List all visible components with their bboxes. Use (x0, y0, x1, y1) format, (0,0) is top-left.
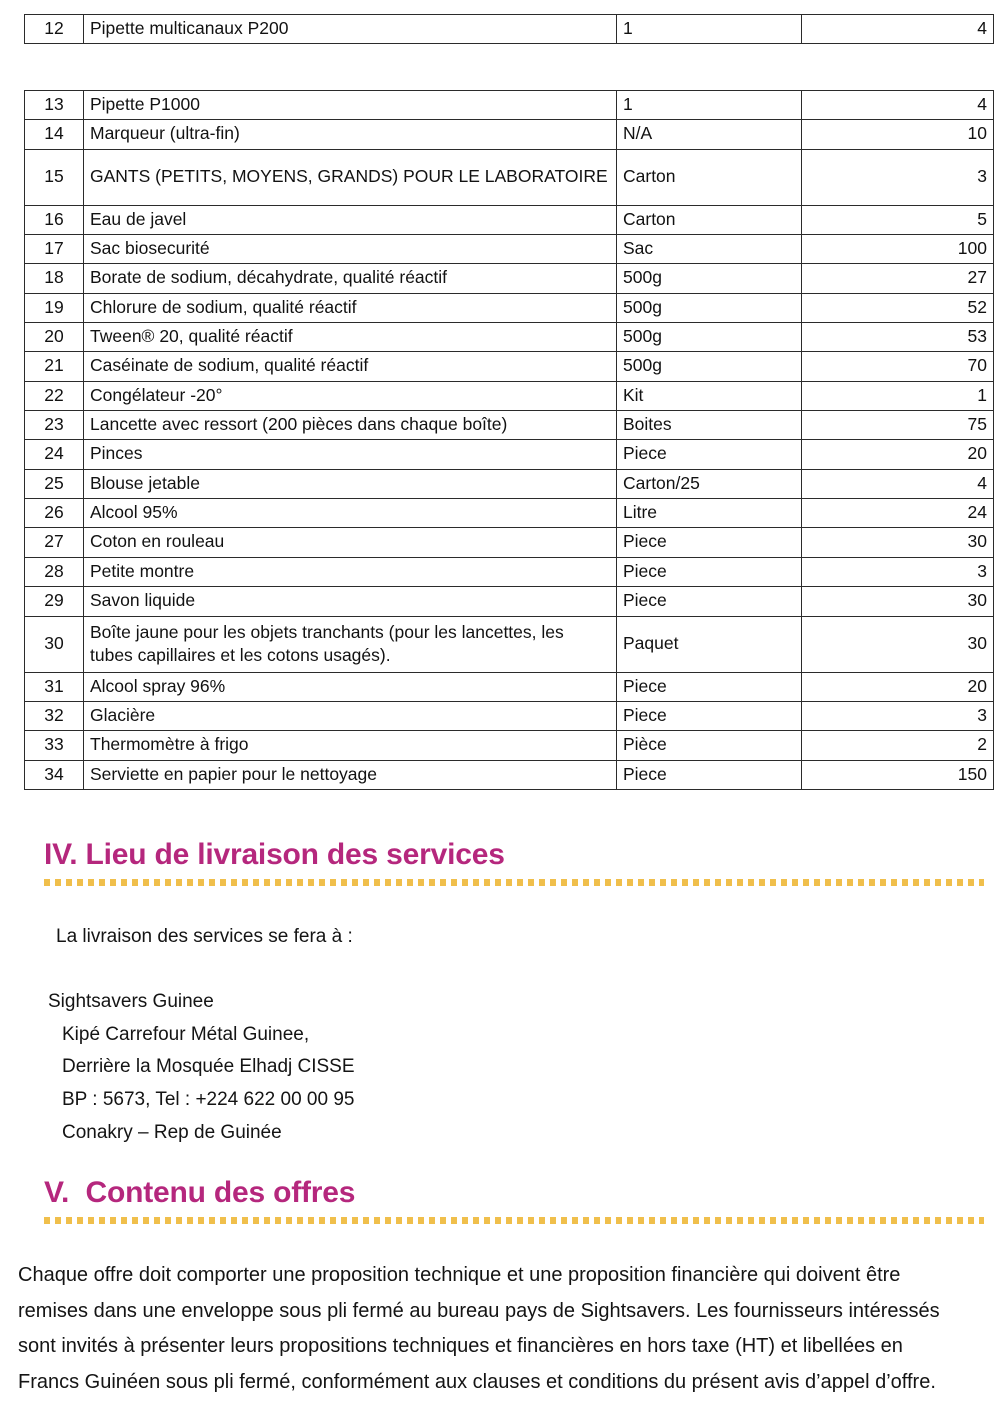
table-row (25, 352, 994, 381)
row-number: 20 (25, 323, 84, 352)
row-unit: Piece (617, 672, 802, 701)
row-unit: Carton/25 (617, 469, 802, 498)
row-unit: Sac (617, 235, 802, 264)
table-row (25, 235, 994, 264)
row-quantity: 30 (802, 616, 994, 672)
row-description: Congélateur -20° (84, 381, 617, 410)
items-table-fragment (24, 14, 994, 44)
section-v-numeral: V. (44, 1176, 70, 1209)
row-quantity: 30 (802, 587, 994, 616)
paragraph-line: remises dans une enveloppe sous pli fermé au bureau pays de Sightsavers. Les fournisseurs intéressés (18, 1299, 940, 1322)
table-row (25, 499, 994, 528)
row-number: 32 (25, 701, 84, 730)
row-number: 26 (25, 499, 84, 528)
row-quantity: 24 (802, 499, 994, 528)
row-quantity: 75 (802, 411, 994, 440)
row-description: Glacière (84, 701, 617, 730)
table-body (25, 91, 994, 790)
row-number: 30 (25, 616, 84, 672)
row-unit: Pièce (617, 731, 802, 760)
section-iv (44, 838, 984, 886)
row-number: 23 (25, 411, 84, 440)
row-quantity: 2 (802, 731, 994, 760)
row-unit: N/A (617, 120, 802, 149)
row-unit: Paquet (617, 616, 802, 672)
section-iv-heading (44, 838, 984, 872)
row-description: Lancette avec ressort (200 pièces dans chaque boîte) (84, 411, 617, 440)
row-unit: 500g (617, 264, 802, 293)
row-description: Coton en rouleau (84, 528, 617, 557)
row-unit: Boites (617, 411, 802, 440)
row-unit: 500g (617, 323, 802, 352)
row-number: 27 (25, 528, 84, 557)
address-line-organisation: Sightsavers Guinee (48, 991, 214, 1012)
table-row (25, 149, 994, 205)
row-quantity: 150 (802, 760, 994, 789)
row-quantity: 5 (802, 205, 994, 234)
table-row (25, 411, 994, 440)
table-body (25, 15, 994, 44)
row-number: 29 (25, 587, 84, 616)
row-number: 12 (25, 15, 84, 44)
row-unit: Litre (617, 499, 802, 528)
row-quantity: 4 (802, 15, 994, 44)
row-unit: Piece (617, 557, 802, 586)
table-row (25, 293, 994, 322)
row-quantity: 4 (802, 91, 994, 120)
table-row (25, 587, 994, 616)
row-description: Pipette P1000 (84, 91, 617, 120)
row-description: Thermomètre à frigo (84, 731, 617, 760)
row-unit: 500g (617, 293, 802, 322)
row-quantity: 52 (802, 293, 994, 322)
row-quantity: 20 (802, 440, 994, 469)
section-divider-dotted (44, 879, 984, 886)
section-divider-dotted (44, 1217, 984, 1224)
row-quantity: 10 (802, 120, 994, 149)
row-description: Alcool 95% (84, 499, 617, 528)
row-unit: Kit (617, 381, 802, 410)
table-row (25, 469, 994, 498)
row-number: 16 (25, 205, 84, 234)
table-row (25, 557, 994, 586)
row-number: 17 (25, 235, 84, 264)
row-number: 14 (25, 120, 84, 149)
row-number: 19 (25, 293, 84, 322)
row-description: Marqueur (ultra-fin) (84, 120, 617, 149)
row-quantity: 100 (802, 235, 994, 264)
address-line-street: Kipé Carrefour Métal Guinee, (62, 1023, 310, 1045)
row-description: GANTS (PETITS, MOYENS, GRANDS) POUR LE LABORATOIRE (84, 149, 617, 205)
row-description: Serviette en papier pour le nettoyage (84, 760, 617, 789)
row-quantity: 3 (802, 149, 994, 205)
row-description: Boîte jaune pour les objets tranchants (pour les lancettes, les tubes capillaires et les cotons usagés). (84, 616, 617, 672)
items-table (24, 90, 994, 790)
row-number: 33 (25, 731, 84, 760)
table-row (25, 120, 994, 149)
row-description: Pipette multicanaux P200 (84, 15, 617, 44)
offer-content-paragraph (18, 1258, 984, 1400)
table-row (25, 760, 994, 789)
table-row (25, 264, 994, 293)
row-number: 25 (25, 469, 84, 498)
row-quantity: 53 (802, 323, 994, 352)
table-row (25, 731, 994, 760)
address-line-po-box-phone: BP : 5673, Tel : +224 622 00 00 95 (62, 1089, 355, 1111)
row-number: 28 (25, 557, 84, 586)
row-quantity: 3 (802, 701, 994, 730)
row-unit: 1 (617, 15, 802, 44)
row-number: 21 (25, 352, 84, 381)
row-description: Borate de sodium, décahydrate, qualité réactif (84, 264, 617, 293)
paragraph-line: Francs Guinéen sous pli fermé, conformément aux clauses et conditions du présent avis d’appel d’offre. (18, 1370, 936, 1393)
row-description: Savon liquide (84, 587, 617, 616)
paragraph-line: Chaque offre doit comporter une proposition technique et une proposition financière qui doivent être (18, 1264, 901, 1286)
table-row (25, 672, 994, 701)
delivery-intro-text: La livraison des services se fera à : (56, 926, 353, 947)
row-number: 34 (25, 760, 84, 789)
section-v-heading (44, 1176, 984, 1210)
row-number: 13 (25, 91, 84, 120)
row-number: 22 (25, 381, 84, 410)
table-row (25, 381, 994, 410)
address-line-landmark: Derrière la Mosquée Elhadj CISSE (62, 1056, 355, 1078)
row-number: 18 (25, 264, 84, 293)
row-unit: 500g (617, 352, 802, 381)
table-row (25, 701, 994, 730)
row-quantity: 4 (802, 469, 994, 498)
paragraph-line: sont invités à présenter leurs propositions techniques et financières en hors taxe (HT) et libellées en (18, 1335, 903, 1358)
table-row (25, 205, 994, 234)
table-row (25, 15, 994, 44)
address-line-city-country: Conakry – Rep de Guinée (62, 1121, 282, 1143)
row-description: Chlorure de sodium, qualité réactif (84, 293, 617, 322)
row-number: 24 (25, 440, 84, 469)
row-quantity: 1 (802, 381, 994, 410)
row-quantity: 3 (802, 557, 994, 586)
section-v (44, 1176, 984, 1224)
row-unit: Carton (617, 205, 802, 234)
row-unit: Piece (617, 701, 802, 730)
table-row (25, 440, 994, 469)
row-description: Alcool spray 96% (84, 672, 617, 701)
row-quantity: 30 (802, 528, 994, 557)
row-description: Blouse jetable (84, 469, 617, 498)
row-number: 31 (25, 672, 84, 701)
row-unit: Piece (617, 587, 802, 616)
table-row (25, 616, 994, 672)
row-unit: Piece (617, 528, 802, 557)
row-quantity: 27 (802, 264, 994, 293)
row-description: Eau de javel (84, 205, 617, 234)
section-iv-title: Lieu de livraison des services (85, 838, 505, 871)
row-unit: Piece (617, 440, 802, 469)
delivery-address-block (48, 986, 355, 1149)
section-iv-numeral: IV. (44, 838, 78, 871)
table-row (25, 528, 994, 557)
row-number: 15 (25, 149, 84, 205)
row-description: Petite montre (84, 557, 617, 586)
row-unit: Piece (617, 760, 802, 789)
table-row (25, 323, 994, 352)
row-description: Tween® 20, qualité réactif (84, 323, 617, 352)
row-description: Caséinate de sodium, qualité réactif (84, 352, 617, 381)
row-description: Pinces (84, 440, 617, 469)
row-quantity: 70 (802, 352, 994, 381)
row-description: Sac biosecurité (84, 235, 617, 264)
table-row (25, 91, 994, 120)
row-quantity: 20 (802, 672, 994, 701)
row-unit: Carton (617, 149, 802, 205)
row-unit: 1 (617, 91, 802, 120)
section-v-title: Contenu des offres (85, 1176, 356, 1209)
